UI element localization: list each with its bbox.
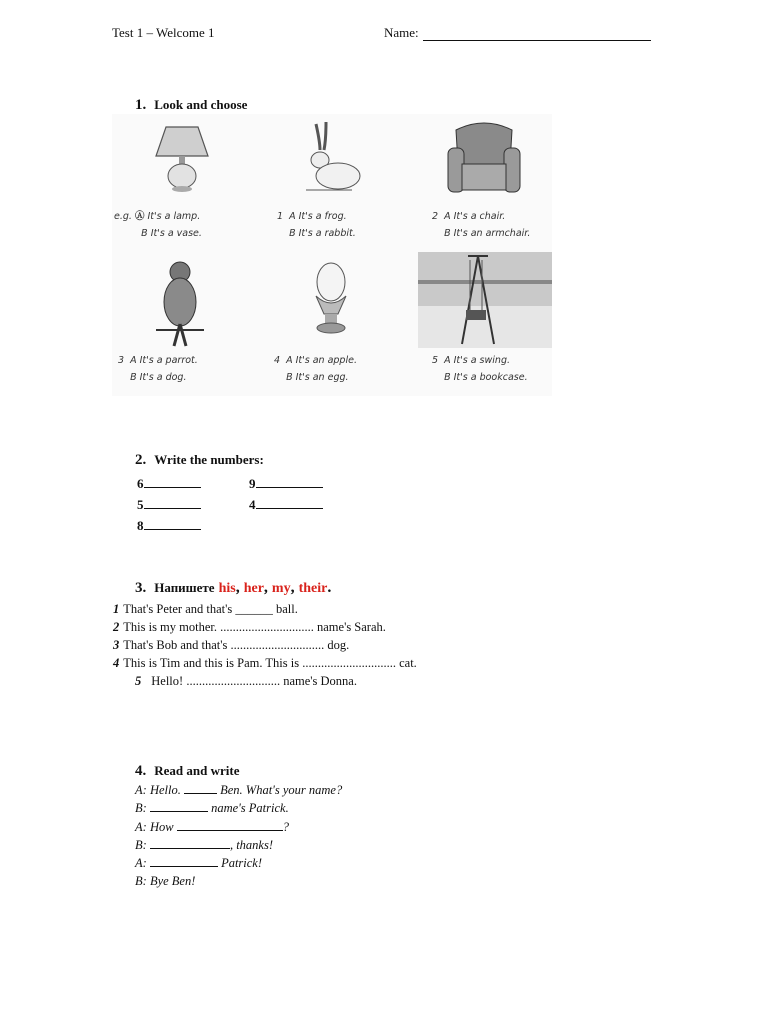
test-title: Test 1 – Welcome 1 xyxy=(112,25,215,40)
dialogue-line[interactable]: B: , thanks! xyxy=(135,837,273,852)
option-a-text: It's a lamp. xyxy=(147,211,201,222)
question-title: Look and choose xyxy=(154,97,248,112)
name-underline[interactable] xyxy=(423,26,651,41)
question-number: 3. xyxy=(135,580,147,596)
parrot-icon xyxy=(150,258,210,348)
dialogue-line[interactable]: A: Hello. Ben. What's your name? xyxy=(135,783,343,797)
sentence-line[interactable]: 5 Hello! .............................. name's Donna. xyxy=(135,674,357,688)
dialogue-line[interactable]: B: name's Patrick. xyxy=(135,801,289,816)
item-2[interactable]: 2 A It's a chair. B It's an armchair. xyxy=(432,211,531,239)
question-title: Read and write xyxy=(154,763,240,778)
number-item[interactable]: 6 xyxy=(137,475,201,492)
sentence-line[interactable]: 4 This is Tim and this is Pam. This is .............................. cat. xyxy=(113,656,417,670)
number-item[interactable]: 8 xyxy=(137,517,201,534)
option-b-text: It's a rabbit. xyxy=(298,228,356,239)
egg-icon xyxy=(306,260,356,340)
question-title: Write the numbers: xyxy=(154,452,264,467)
option-b-text: It's a dog. xyxy=(139,372,187,383)
option-a-text: It's a swing. xyxy=(453,355,510,366)
word-his: his xyxy=(218,581,236,596)
option-b-text: It's a vase. xyxy=(150,228,202,239)
option-a-text: It's an apple. xyxy=(295,355,357,366)
sentence-line[interactable]: 1 That's Peter and that's ______ ball. xyxy=(113,602,298,616)
lamp-icon xyxy=(152,122,212,194)
dialogue-line[interactable]: A: Patrick! xyxy=(135,856,263,871)
question-3-heading: 3. Напишете his, her, my, their. xyxy=(135,579,332,596)
picture-exercise xyxy=(112,114,552,396)
number-item[interactable]: 4 xyxy=(249,496,323,513)
item-1[interactable]: 1 A It's a frog. B It's a rabbit. xyxy=(277,211,356,239)
item-4[interactable]: 4 A It's an apple. B It's an egg. xyxy=(274,355,357,383)
armchair-icon xyxy=(444,118,524,200)
option-b-text: It's an egg. xyxy=(295,372,349,383)
sentence-line[interactable]: 3 That's Bob and that's .............................. dog. xyxy=(113,638,350,652)
question-1-heading xyxy=(135,96,247,114)
name-label: Name: xyxy=(384,25,419,40)
word-my: my xyxy=(271,581,291,596)
option-a-text: It's a chair. xyxy=(453,211,506,222)
option-b-text: It's a bookcase. xyxy=(453,372,528,383)
question-2-heading xyxy=(135,451,264,469)
example-item: e.g. Ⓐ It's a lamp. B It's a vase. xyxy=(114,211,202,239)
question-4-heading xyxy=(135,762,239,780)
question-number: 2. xyxy=(135,452,147,468)
number-item[interactable]: 9 xyxy=(249,475,323,492)
dialogue-line: B: Bye Ben! xyxy=(135,874,196,889)
option-a-text: It's a frog. xyxy=(298,211,347,222)
question-title: Напишете xyxy=(154,580,215,595)
dialogue xyxy=(135,781,342,891)
option-b-text: It's an armchair. xyxy=(453,228,531,239)
number-item[interactable]: 5 xyxy=(137,496,201,513)
word-their: their xyxy=(298,581,328,596)
rabbit-icon xyxy=(296,120,366,196)
name-field[interactable] xyxy=(384,25,651,41)
option-a-text: It's a parrot. xyxy=(139,355,198,366)
exercise-3-lines xyxy=(113,600,417,690)
sentence-line[interactable]: 2 This is my mother. .............................. name's Sarah. xyxy=(113,620,386,634)
word-her: her xyxy=(243,581,264,596)
dialogue-line[interactable]: A: How ? xyxy=(135,819,289,834)
question-number: 4. xyxy=(135,763,147,779)
question-number: 1. xyxy=(135,97,147,113)
item-3[interactable]: 3 A It's a parrot. B It's a dog. xyxy=(118,355,198,383)
swing-icon xyxy=(418,252,552,348)
item-5[interactable]: 5 A It's a swing. B It's a bookcase. xyxy=(432,355,528,383)
